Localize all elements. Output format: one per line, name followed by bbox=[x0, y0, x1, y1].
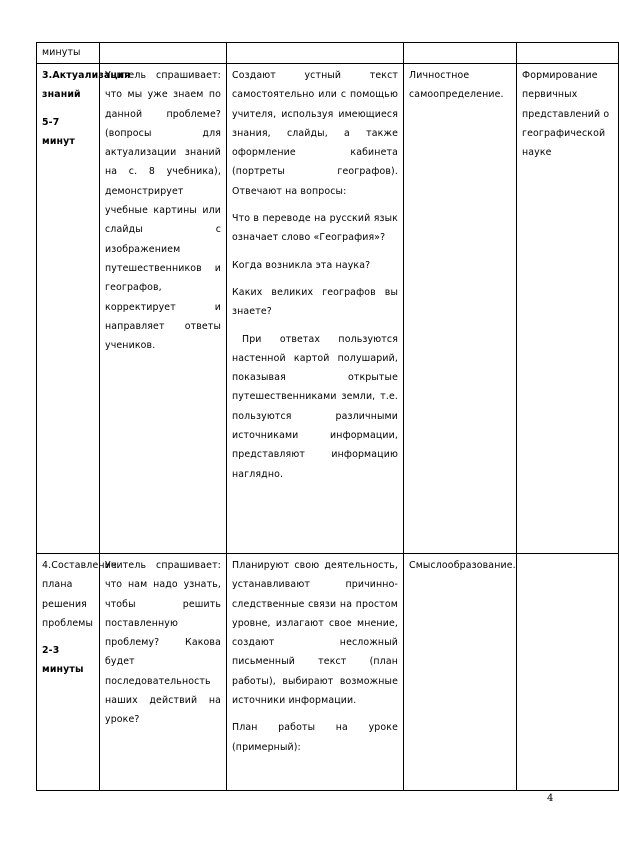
student-activity-cell bbox=[227, 64, 404, 554]
stage-time: 2-3 минуты bbox=[42, 645, 84, 676]
result-cell bbox=[517, 554, 619, 791]
student-activity-cell bbox=[227, 554, 404, 791]
stage-name: 3.Актуализация знаний bbox=[42, 70, 131, 101]
stage-time: 5-7 минут bbox=[42, 116, 76, 147]
stage-name-cell bbox=[37, 554, 117, 791]
uud-cell: Личностное самоопределение. bbox=[404, 64, 517, 554]
table-row-stage-3 bbox=[37, 64, 619, 554]
student-question-paragraph: Когда возникла эта наука? bbox=[232, 259, 371, 271]
student-question-paragraph: Каких великих географов вы знаете? bbox=[232, 286, 398, 318]
lesson-plan-table bbox=[36, 42, 619, 791]
student-activity-paragraph: План работы на уроке (примерный): bbox=[232, 722, 398, 753]
student-question-paragraph: Что в переводе на русский язык означает слово «География»? bbox=[232, 213, 398, 244]
student-activity-paragraph: Планируют свою деятельность, устанавливают причинно-следственные связи на простом уровне, излагают свое мнение, создают несложный письменный текст (план работы), выбирают возможные источники информации. bbox=[232, 560, 398, 707]
teacher-activity-cell: Учитель спрашивает: что нам надо узнать, чтобы решить поставленную проблему? Какова будет последовательность наших действий на уроке? bbox=[100, 554, 227, 791]
uud-cell: Смыслообразование. bbox=[404, 554, 517, 791]
student-activity-cell bbox=[227, 43, 404, 64]
result-cell: Формирование первичных представлений о географической науке bbox=[517, 64, 619, 554]
page-number: 4 bbox=[547, 793, 554, 804]
student-activity-paragraph: При ответах пользуются настенной картой полушарий, показывая открытые путешественниками земли, т.е. пользуются различными источниками информации, представляют информацию наглядно. bbox=[232, 333, 398, 480]
table-row-stage-4 bbox=[37, 554, 619, 791]
stage-time-cell: минуты bbox=[37, 43, 100, 64]
stage-name: 4.Составление плана решения проблемы bbox=[42, 560, 117, 629]
result-cell bbox=[517, 43, 619, 64]
student-activity-paragraph: Создают устный текст самостоятельно или с помощью учителя, используя имеющиеся знания, слайды, а также оформление кабинета (портреты географов). Отвечают на вопросы: bbox=[232, 70, 398, 197]
teacher-activity-cell: Учитель спрашивает: что мы уже знаем по данной проблеме? (вопросы для актуализации знаний на с. 8 учебника), демонстрирует учебные картины или слайды с изображением путешественников и географов, корректирует и направляет ответы учеников. bbox=[100, 64, 227, 554]
stage-name-cell bbox=[37, 64, 131, 554]
table-row-header-fragment bbox=[37, 43, 619, 64]
teacher-activity-cell bbox=[100, 43, 227, 64]
uud-cell bbox=[404, 43, 517, 64]
